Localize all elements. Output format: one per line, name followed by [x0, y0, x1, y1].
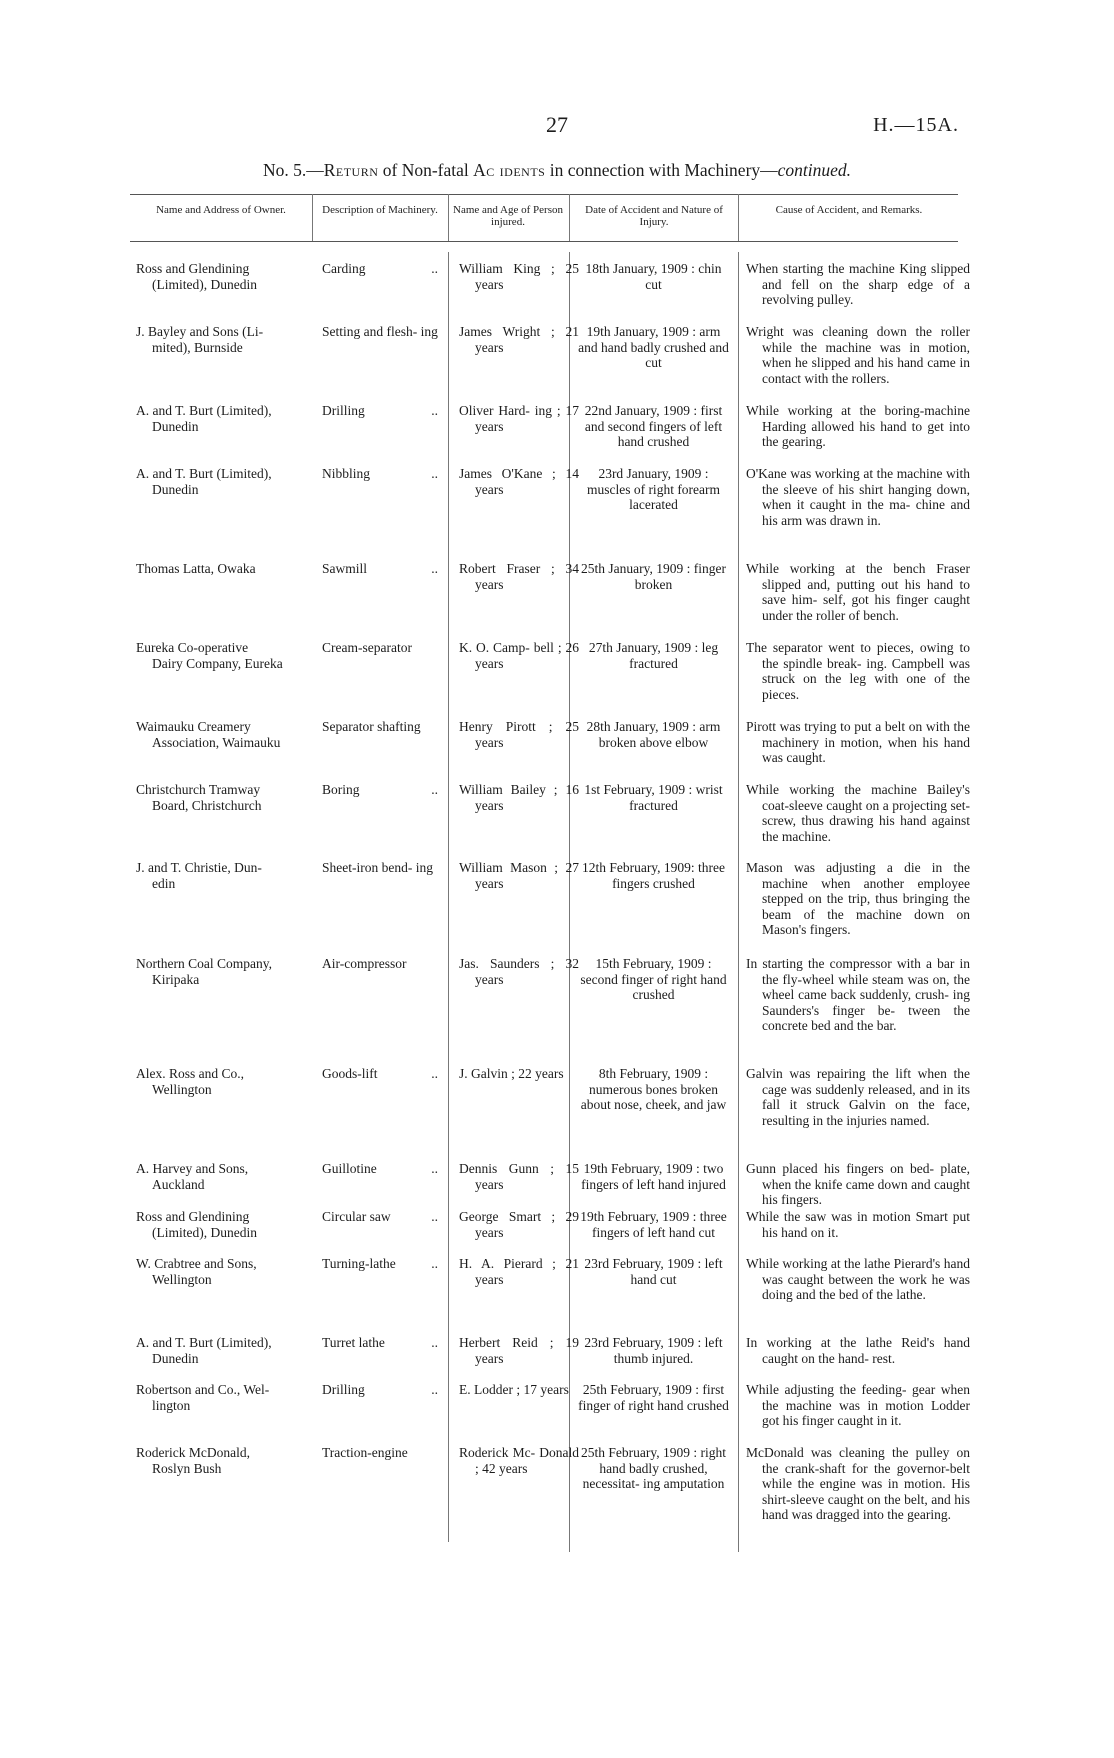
cause-cell: Pirott was trying to put a belt on with the machinery in motion, when his hand was caught. — [746, 719, 970, 766]
machinery-cell: Setting and flesh- ing — [322, 324, 438, 339]
owner-address: Kiripaka — [152, 971, 200, 987]
owner-address: Wellington — [152, 1081, 212, 1097]
machinery-cell — [322, 466, 438, 482]
owner-name: Roderick McDonald, — [136, 1445, 250, 1460]
cause-cell: While adjusting the feeding- gear when the machine was in motion Lodder got his finger caught in it. — [746, 1382, 970, 1429]
person-cell: William King ; 25 years — [459, 261, 579, 292]
date-injury-cell: 25th January, 1909 : finger broken — [581, 561, 726, 592]
owner-cell — [136, 956, 304, 987]
owner-cell — [136, 860, 304, 891]
owner-name: Alex. Ross and Co., — [136, 1066, 244, 1081]
person-cell: William Mason ; 27 years — [459, 860, 579, 891]
cause-cell: While working at the bench Fraser slipped and, putting out his hand to save him- self, got his finger caught under the roller of bench. — [746, 561, 970, 623]
machinery-cell — [322, 782, 438, 798]
owner-name: A. and T. Burt (Limited), — [136, 1335, 272, 1350]
owner-name: Ross and Glendining — [136, 261, 250, 276]
owner-cell — [136, 1209, 304, 1240]
person-cell: Roderick Mc- Donald ; 42 years — [459, 1445, 579, 1476]
header-column-divider — [738, 194, 739, 241]
machinery-text: Sawmill — [322, 561, 368, 576]
person-cell: George Smart ; 29 years — [459, 1209, 579, 1240]
machinery-cell — [322, 1335, 438, 1351]
date-injury-cell: 23rd February, 1909 : left thumb injured. — [584, 1335, 723, 1366]
machinery-cell — [322, 1066, 438, 1082]
owner-name: J. and T. Christie, Dun- — [136, 860, 262, 875]
machinery-cell: Sheet-iron bend- ing — [322, 860, 433, 875]
column-header-person: Name and Age of Person injured. — [453, 204, 563, 228]
owner-cell — [136, 1382, 304, 1413]
owner-cell — [136, 719, 304, 750]
person-cell: Henry Pirott ; 25 years — [459, 719, 579, 750]
dot-leader: .. — [431, 782, 438, 797]
owner-address: (Limited), Dunedin — [152, 1224, 257, 1240]
person-cell: William Bailey ; 16 years — [459, 782, 579, 813]
machinery-cell — [322, 261, 438, 277]
owner-name: Eureka Co-operative — [136, 640, 249, 655]
machinery-cell — [322, 1161, 438, 1177]
dot-leader: .. — [431, 1382, 438, 1397]
machinery-text: Turret lathe — [322, 1335, 385, 1350]
dot-leader: .. — [431, 1335, 438, 1350]
owner-cell — [136, 1335, 304, 1366]
column-header-date: Date of Accident and Nature of Injury. — [585, 204, 723, 228]
owner-address: Board, Christchurch — [152, 797, 262, 813]
column-header-cause: Cause of Accident, and Remarks. — [775, 204, 923, 216]
cause-cell: While working at the boring-machine Harding allowed his hand to get into the gearing. — [746, 403, 970, 450]
owner-address: Association, Waimauku — [152, 734, 281, 750]
person-cell: H. A. Pierard ; 21 years — [459, 1256, 579, 1287]
owner-address: Auckland — [152, 1176, 205, 1192]
owner-name: Northern Coal Company, — [136, 956, 272, 971]
dot-leader: .. — [431, 466, 438, 481]
owner-name: W. Crabtree and Sons, — [136, 1256, 257, 1271]
date-injury-cell: 19th January, 1909 : arm and hand badly crushed and cut — [578, 324, 729, 371]
machinery-cell — [322, 1256, 438, 1272]
title-accidents-word: Ac idents — [473, 160, 546, 180]
owner-address: Dunedin — [152, 481, 199, 497]
owner-name: Christchurch Tramway — [136, 782, 261, 797]
header-column-divider — [569, 194, 570, 241]
cause-cell: Mason was adjusting a die in the machine when another employee stepped on the trip, thus bringing the beam of the machine down on Mason's fingers. — [746, 860, 970, 938]
owner-name: Thomas Latta, Owaka — [136, 561, 256, 576]
owner-address: mited), Burnside — [152, 339, 243, 355]
machinery-cell — [322, 1382, 438, 1398]
column-divider — [738, 252, 739, 1552]
owner-address: Dunedin — [152, 1350, 199, 1366]
owner-name: A. Harvey and Sons, — [136, 1161, 249, 1176]
person-cell: Jas. Saunders ; 32 years — [459, 956, 579, 987]
person-cell: Robert Fraser ; 34 years — [459, 561, 579, 592]
person-cell: K. O. Camp- bell ; 26 years — [459, 640, 579, 671]
person-cell: James O'Kane ; 14 years — [459, 466, 579, 497]
machinery-cell — [322, 561, 438, 577]
cause-cell: McDonald was cleaning the pulley on the crank-shaft for the governor-belt while the engine was in motion. His shirt-sleeve caught on the belt, and his hand was dragged into the gearing. — [746, 1445, 970, 1523]
title-continued: continued. — [777, 160, 852, 180]
owner-address: (Limited), Dunedin — [152, 276, 257, 292]
machinery-text: Circular saw — [322, 1209, 391, 1224]
date-injury-cell: 12th February, 1909: three fingers crushed — [581, 860, 726, 891]
owner-name: A. and T. Burt (Limited), — [136, 403, 272, 418]
page-number: 27 — [546, 112, 568, 137]
table-title — [0, 160, 1114, 181]
cause-cell: When starting the machine King slipped and fell on the sharp edge of a revolving pulley. — [746, 261, 970, 308]
machinery-text: Nibbling — [322, 466, 371, 481]
owner-name: A. and T. Burt (Limited), — [136, 466, 272, 481]
owner-address: Dairy Company, Eureka — [152, 655, 283, 671]
owner-name: J. Bayley and Sons (Li- — [136, 324, 264, 339]
person-cell: Oliver Hard- ing ; 17 years — [459, 403, 579, 434]
owner-cell — [136, 403, 304, 434]
machinery-text: Drilling — [322, 403, 365, 418]
title-suffix: in connection with Machinery— — [545, 160, 778, 180]
machinery-cell — [322, 1209, 438, 1225]
date-injury-cell: 1st February, 1909 : wrist fractured — [584, 782, 723, 813]
header-column-divider — [312, 194, 313, 241]
cause-cell: O'Kane was working at the machine with the sleeve of his shirt hanging down, when it caught in the ma- chine and his arm was drawn in. — [746, 466, 970, 528]
owner-address: lington — [152, 1397, 191, 1413]
owner-name: Robertson and Co., Wel- — [136, 1382, 270, 1397]
cause-cell: While working at the lathe Pierard's hand was caught between the work he was doing and the bed of the lathe. — [746, 1256, 970, 1303]
cause-cell: Galvin was repairing the lift when the cage was suddenly released, and in its fall it struck Galvin on the face, resulting in the injuries named. — [746, 1066, 970, 1128]
machinery-text: Guillotine — [322, 1161, 377, 1176]
dot-leader: .. — [431, 1209, 438, 1224]
owner-cell — [136, 782, 304, 813]
machinery-text: Turning-lathe — [322, 1256, 396, 1271]
person-cell: Herbert Reid ; 19 years — [459, 1335, 579, 1366]
dot-leader: .. — [431, 561, 438, 576]
cause-cell: While working the machine Bailey's coat-sleeve caught on a projecting set-screw, thus drawing his hand against the machine. — [746, 782, 970, 844]
date-injury-cell: 19th February, 1909 : three fingers of left hand cut — [580, 1209, 727, 1240]
owner-address: Dunedin — [152, 418, 199, 434]
date-injury-cell: 25th February, 1909 : first finger of right hand crushed — [578, 1382, 729, 1413]
owner-cell — [136, 1445, 304, 1476]
owner-cell — [136, 1066, 304, 1097]
title-prefix: No. 5.— — [262, 160, 324, 180]
date-injury-cell: 8th February, 1909 : numerous bones broken about nose, cheek, and jaw — [580, 1066, 727, 1113]
machinery-text: Boring — [322, 782, 360, 797]
date-injury-cell: 23rd January, 1909 : muscles of right forearm lacerated — [586, 466, 721, 513]
cause-cell: In working at the lathe Reid's hand caught on the hand- rest. — [746, 1335, 970, 1366]
machinery-text: Carding — [322, 261, 366, 276]
owner-name: Ross and Glendining — [136, 1209, 250, 1224]
machinery-cell: Air-compressor — [322, 956, 407, 971]
title-middle: of Non-fatal — [378, 160, 474, 180]
machinery-cell: Cream-separator — [322, 640, 412, 655]
date-injury-cell: 27th January, 1909 : leg fractured — [588, 640, 719, 671]
owner-cell — [136, 1256, 304, 1287]
dot-leader: .. — [431, 261, 438, 276]
date-injury-cell: 28th January, 1909 : arm broken above elbow — [586, 719, 721, 750]
owner-name: Waimauku Creamery — [136, 719, 251, 734]
header-bottom-rule — [130, 241, 958, 242]
date-injury-cell: 25th February, 1909 : right hand badly crushed, necessitat- ing amputation — [581, 1445, 726, 1492]
paper-reference: H.—15A. — [873, 114, 959, 136]
dot-leader: .. — [431, 1066, 438, 1081]
owner-cell — [136, 466, 304, 497]
owner-cell — [136, 561, 304, 577]
owner-cell — [136, 261, 304, 292]
cause-cell: Gunn placed his fingers on bed- plate, when the knife came down and caught his fingers. — [746, 1161, 970, 1208]
table-top-rule — [130, 194, 958, 195]
machinery-text: Drilling — [322, 1382, 365, 1397]
date-injury-cell: 23rd February, 1909 : left hand cut — [584, 1256, 723, 1287]
machinery-cell: Separator shafting — [322, 719, 421, 734]
date-injury-cell: 22nd January, 1909 : first and second fingers of left hand crushed — [584, 403, 723, 450]
person-cell: Dennis Gunn ; 15 years — [459, 1161, 579, 1192]
person-cell: James Wright ; 21 years — [459, 324, 579, 355]
person-cell: E. Lodder ; 17 years — [459, 1382, 569, 1397]
dot-leader: .. — [431, 1256, 438, 1271]
column-header-owner: Name and Address of Owner. — [156, 204, 286, 216]
machinery-cell: Traction-engine — [322, 1445, 408, 1460]
owner-address: Wellington — [152, 1271, 212, 1287]
column-header-machinery: Description of Machinery. — [322, 204, 438, 216]
cause-cell: The separator went to pieces, owing to the spindle break- ing. Campbell was struck on the leg with one of the pieces. — [746, 640, 970, 702]
cause-cell: Wright was cleaning down the roller while the machine was in motion, when he slipped and his hand came in contact with the rollers. — [746, 324, 970, 386]
owner-address: Roslyn Bush — [152, 1460, 222, 1476]
cause-cell: In starting the compressor with a bar in the fly-wheel while steam was on, the wheel came back suddenly, crush- ing Saunders's finger be- tween the concrete bed and the bar. — [746, 956, 970, 1034]
person-cell: J. Galvin ; 22 years — [459, 1066, 564, 1081]
cause-cell: While the saw was in motion Smart put his hand on it. — [746, 1209, 970, 1240]
dot-leader: .. — [431, 1161, 438, 1176]
date-injury-cell: 19th February, 1909 : two fingers of left hand injured — [581, 1161, 726, 1192]
owner-cell — [136, 1161, 304, 1192]
date-injury-cell: 18th January, 1909 : chin cut — [585, 261, 722, 292]
date-injury-cell: 15th February, 1909 : second finger of right hand crushed — [580, 956, 727, 1003]
owner-cell — [136, 324, 304, 355]
header-column-divider — [448, 194, 449, 241]
machinery-cell — [322, 403, 438, 419]
owner-address: edin — [152, 875, 176, 891]
machinery-text: Goods-lift — [322, 1066, 378, 1081]
owner-cell — [136, 640, 304, 671]
title-return-word: Return — [323, 160, 379, 180]
dot-leader: .. — [431, 403, 438, 418]
column-divider — [448, 252, 449, 1542]
